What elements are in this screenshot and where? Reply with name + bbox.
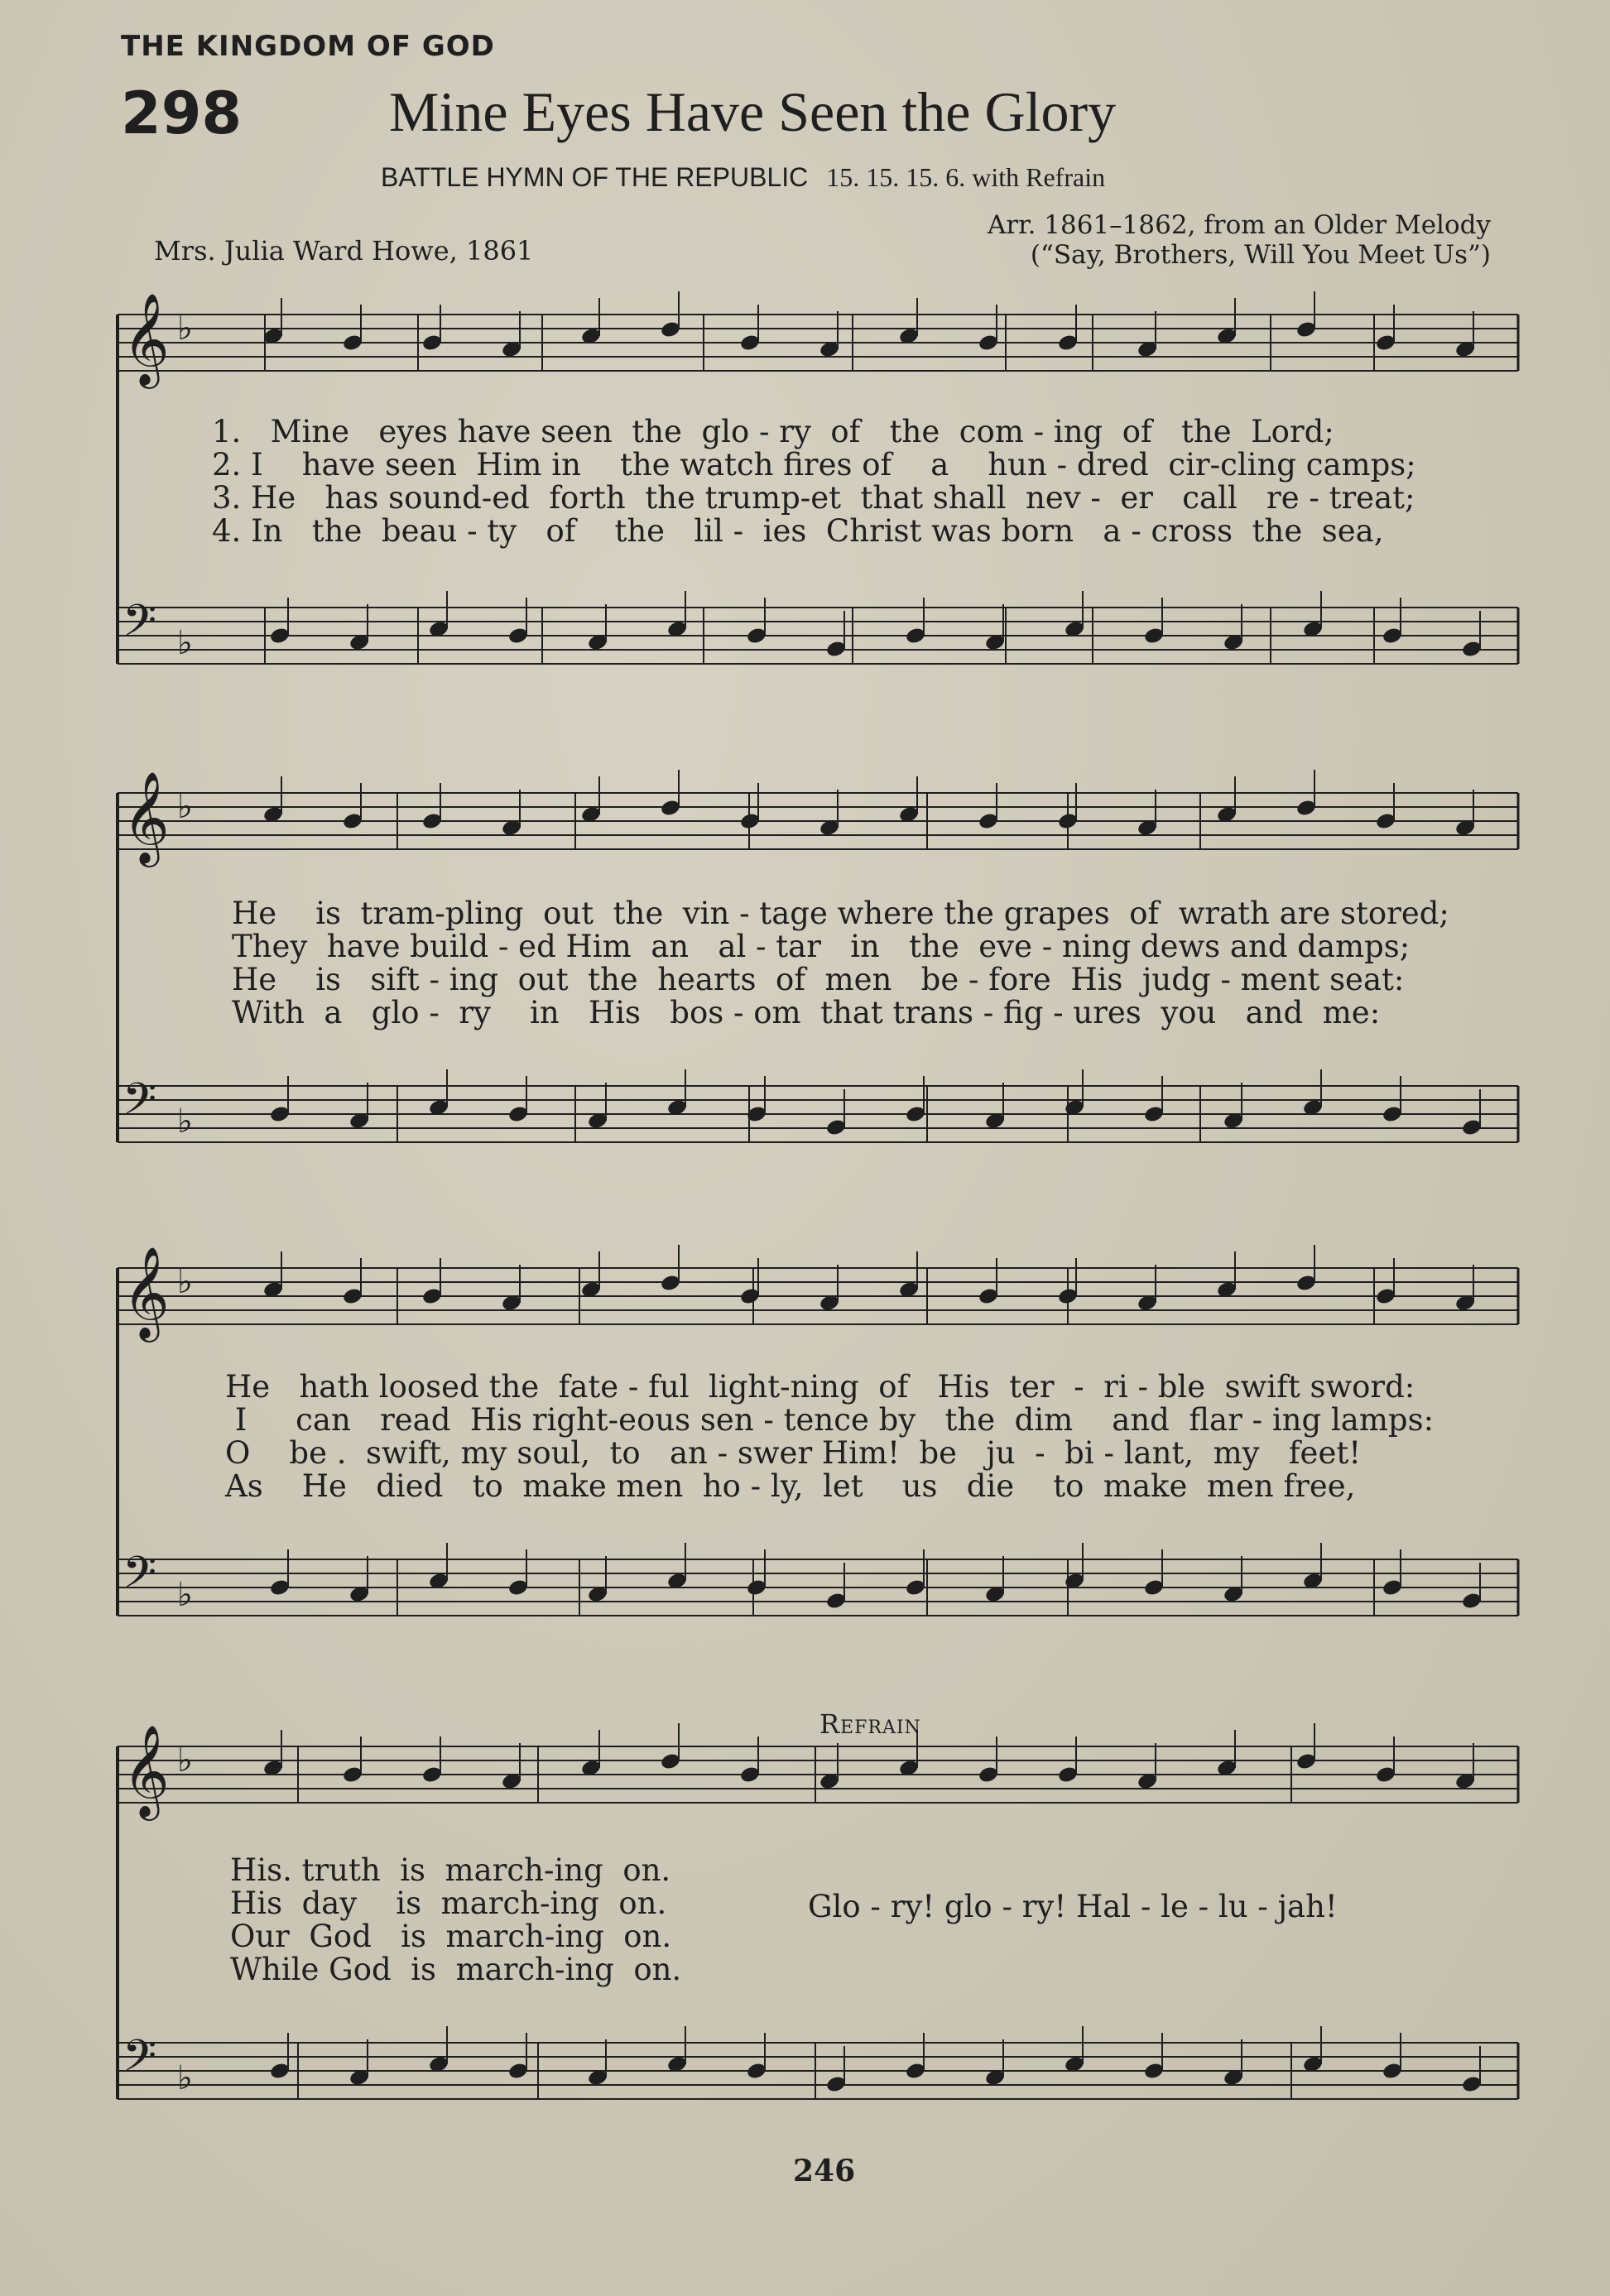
hymn-number: 298	[121, 79, 243, 147]
hymn-title: Mine Eyes Have Seen the Glory	[389, 80, 1117, 143]
bass-clef-icon: 𝄢	[123, 2031, 157, 2092]
treble-staff-4	[118, 1724, 1518, 1821]
flat-icon: ♭	[177, 1741, 193, 1780]
flat-icon: ♭	[177, 624, 193, 662]
lyric-line: His day is march-ing on.	[230, 1885, 667, 1921]
treble-staff-1	[118, 292, 1518, 389]
source-tune-line: (“Say, Brothers, Will You Meet Us”)	[1030, 240, 1491, 270]
treble-clef-icon: 𝄞	[123, 771, 170, 863]
lyric-line: 3. He has sound-ed forth the trump-et that shall nev - er call re - treat;	[212, 480, 1415, 516]
refrain-label: Refrain	[819, 1708, 921, 1740]
lyric-line: They have build - ed Him an al - tar in the eve - ning dews and damps;	[232, 929, 1411, 964]
bass-notes-3	[269, 1543, 1483, 1610]
lyric-line: He is sift - ing out the hearts of men be - fore His judg - ment seat:	[232, 962, 1405, 997]
bass-notes-1	[269, 591, 1483, 658]
lyric-line: He is tram-pling out the vin - tage where the grapes of wrath are stored;	[232, 896, 1449, 931]
bass-notes-4	[269, 2026, 1483, 2093]
bass-clef-icon: 𝄢	[123, 596, 157, 657]
lyric-line: 4. In the beau - ty of the lil - ies Christ was born a - cross the sea,	[212, 513, 1384, 549]
treble-staff-2	[118, 771, 1518, 867]
page-number: 246	[793, 2154, 856, 2188]
lyric-line: O be . swift, my soul, to an - swer Him! be ju - bi - lant, my feet!	[225, 1435, 1362, 1471]
lyric-line: I can read His right-eous sen - tence by the dim and flar - ing lamps:	[225, 1402, 1435, 1438]
refrain-lyric: Glo - ry! glo - ry! Hal - le - lu - jah!	[808, 1889, 1338, 1924]
bass-clef-icon: 𝄢	[123, 1548, 157, 1609]
flat-icon: ♭	[177, 1263, 193, 1301]
lyric-line: His. truth is march-ing on.	[230, 1852, 671, 1888]
lyric-line: Our God is march-ing on.	[230, 1919, 672, 1954]
flat-icon: ♭	[177, 1102, 193, 1141]
treble-notes-1	[262, 291, 1476, 358]
treble-clef-icon: 𝄞	[123, 1724, 170, 1817]
lyric-line: While God is march-ing on.	[230, 1952, 682, 1987]
treble-notes-2	[262, 770, 1476, 837]
bass-clef-icon: 𝄢	[123, 1074, 157, 1136]
flat-icon: ♭	[177, 2059, 193, 2097]
lyrics-system-1	[212, 415, 1416, 548]
meter: 15. 15. 15. 6. with Refrain	[826, 162, 1106, 192]
tune-name: BATTLE HYMN OF THE REPUBLIC	[381, 162, 809, 192]
author-credit: Mrs. Julia Ward Howe, 1861	[154, 235, 534, 267]
lyrics-system-2	[232, 897, 1449, 1030]
treble-staff-3	[118, 1246, 1518, 1343]
arrangement-line: Arr. 1861–1862, from an Older Melody	[987, 210, 1491, 240]
lyrics-system-4	[230, 1854, 681, 1986]
bass-notes-2	[269, 1069, 1483, 1136]
flat-icon: ♭	[177, 1576, 193, 1614]
treble-clef-icon: 𝄞	[123, 292, 170, 385]
lyric-line: 1. Mine eyes have seen the glo - ry of the com - ing of the Lord;	[212, 414, 1334, 449]
lyric-line: He hath loosed the fate - ful light-ning of His ter - ri - ble swift sword:	[225, 1369, 1415, 1405]
section-heading: THE KINGDOM OF GOD	[121, 30, 495, 63]
flat-icon: ♭	[177, 788, 193, 826]
lyrics-system-3	[225, 1371, 1434, 1503]
lyric-line: With a glo - ry in His bos - om that trans - fig - ures you and me:	[232, 995, 1381, 1030]
flat-icon: ♭	[177, 310, 193, 348]
treble-clef-icon: 𝄞	[123, 1246, 170, 1338]
lyric-line: 2. I have seen Him in the watch fires of a hun - dred cir-cling camps;	[212, 447, 1416, 483]
lyric-line: As He died to make men ho - ly, let us die to make men free,	[225, 1468, 1356, 1504]
treble-notes-3	[262, 1245, 1476, 1312]
